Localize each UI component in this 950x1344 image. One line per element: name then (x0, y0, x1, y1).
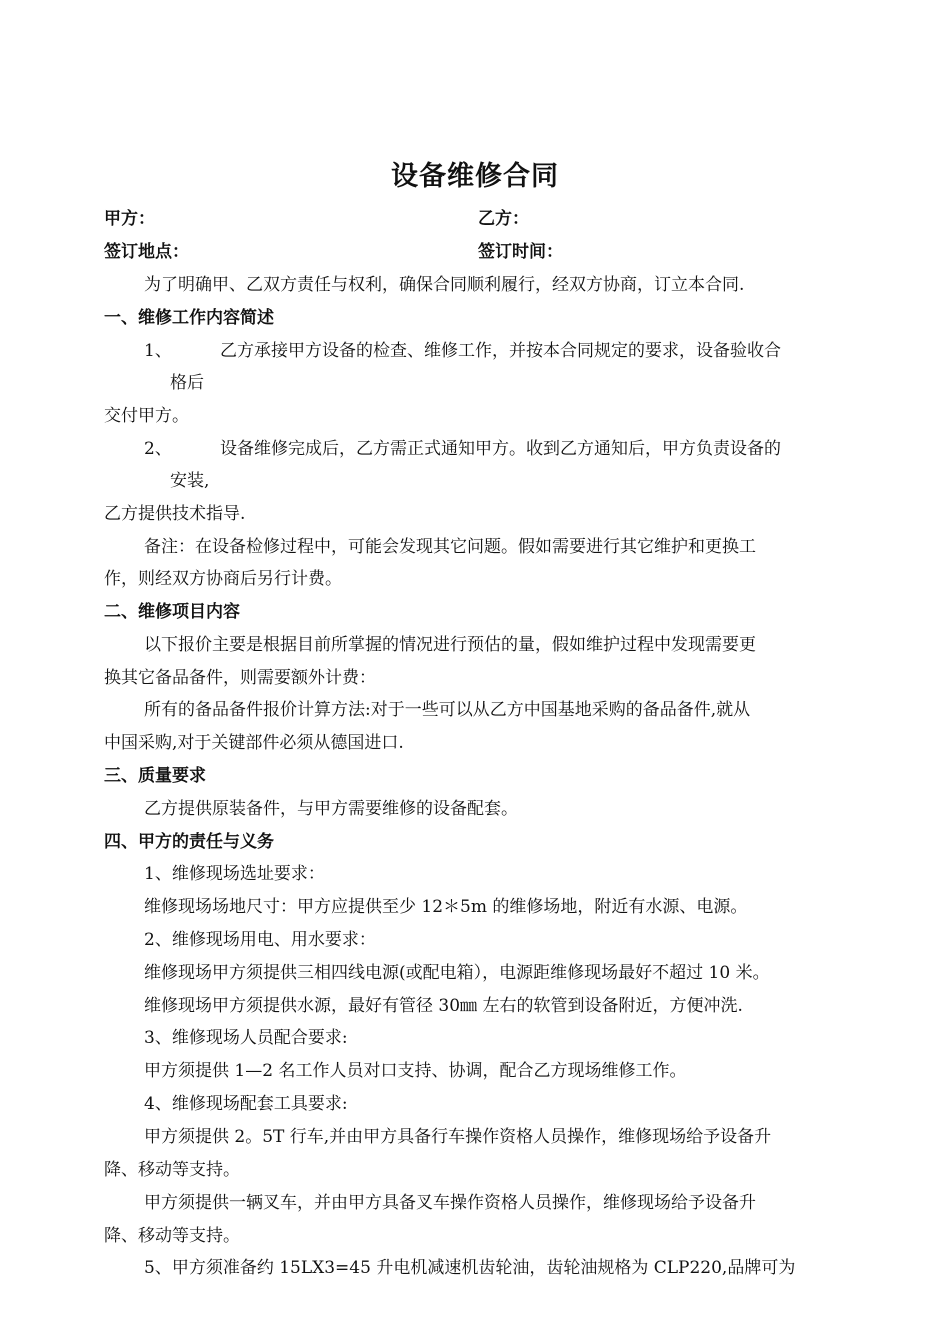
note-line-1: 备注：在设备检修过程中，可能会发现其它问题。假如需要进行其它维护和更换工 (144, 537, 756, 557)
item-number: 2、 (144, 439, 172, 459)
section-2-p1-line-1: 以下报价主要是根据目前所掌握的情况进行预估的量，假如维护过程中发现需要更 (144, 635, 756, 655)
section-1-item-2-wrap: 安装, (170, 471, 210, 491)
section-1-item-1-wrap: 格后 (170, 373, 204, 393)
note-line-2: 作，则经双方协商后另行计费。 (104, 569, 342, 589)
intro-paragraph: 为了明确甲、乙双方责任与权利，确保合同顺利履行，经双方协商，订立本合同. (144, 275, 745, 295)
requirement-5-text: 5、甲方须准备约 15LX3=45 升电机减速机齿轮油，齿轮油规格为 CLP220,品牌可为 (144, 1258, 796, 1278)
item-text: 设备维修完成后，乙方需正式通知甲方。收到乙方通知后，甲方负责设备的 (220, 439, 781, 459)
section-2-p1-line-2: 换其它备品备件，则需要额外计费： (104, 668, 376, 688)
section-3-p1: 乙方提供原装备件，与甲方需要维修的设备配套。 (144, 799, 518, 819)
section-1-item-2-cont: 乙方提供技术指导. (104, 504, 246, 524)
document-title: 设备维修合同 (391, 161, 559, 192)
section-1-item-1-cont: 交付甲方。 (104, 406, 189, 426)
requirement-3-title: 3、维修现场人员配合要求: (144, 1028, 348, 1048)
requirement-2-title: 2、维修现场用电、用水要求： (144, 930, 376, 950)
requirement-2-text-1: 维修现场甲方须提供三相四线电源(或配电箱），电源距维修现场最好不超过 10 米。 (144, 963, 770, 983)
item-text: 乙方承接甲方设备的检查、维修工作，并按本合同规定的要求，设备验收合 (220, 341, 781, 361)
requirement-4-title: 4、维修现场配套工具要求: (144, 1094, 348, 1114)
section-1-item-2 (144, 437, 781, 461)
requirement-1-title: 1、维修现场选址要求： (144, 864, 325, 884)
requirement-1-text: 维修现场场地尺寸：甲方应提供至少 12＊5m 的维修场地，附近有水源、电源。 (144, 897, 748, 917)
section-1-heading: 一、维修工作内容简述 (104, 308, 274, 328)
requirement-4-text-2-line-2: 降、移动等支持。 (104, 1226, 240, 1246)
section-2-p2-line-1: 所有的备品备件报价计算方法:对于一些可以从乙方中国基地采购的备品备件,就从 (144, 700, 751, 720)
requirement-4-text-1-line-1: 甲方须提供 2。5T 行车,并由甲方具备行车操作资格人员操作，维修现场给予设备升 (144, 1127, 772, 1147)
section-2-heading: 二、维修项目内容 (104, 602, 240, 622)
sign-place-label: 签订地点： (104, 242, 189, 262)
section-3-heading: 三、质量要求 (104, 766, 206, 786)
item-number: 1、 (144, 341, 172, 361)
requirement-4-text-1-line-2: 降、移动等支持。 (104, 1160, 240, 1180)
section-4-heading: 四、甲方的责任与义务 (104, 832, 274, 852)
section-2-p2-line-2: 中国采购,对于关键部件必须从德国进口. (104, 733, 404, 753)
section-1-item-1 (144, 339, 781, 363)
party-a-label: 甲方： (104, 209, 155, 229)
requirement-3-text: 甲方须提供 1—2 名工作人员对口支持、协调，配合乙方现场维修工作。 (144, 1061, 687, 1081)
sign-time-label: 签订时间： (478, 242, 563, 262)
requirement-2-text-2: 维修现场甲方须提供水源，最好有管径 30㎜ 左右的软管到设备附近，方便冲洗. (144, 996, 743, 1016)
requirement-4-text-2-line-1: 甲方须提供一辆叉车，并由甲方具备叉车操作资格人员操作，维修现场给予设备升 (144, 1193, 756, 1213)
party-b-label: 乙方： (478, 209, 529, 229)
